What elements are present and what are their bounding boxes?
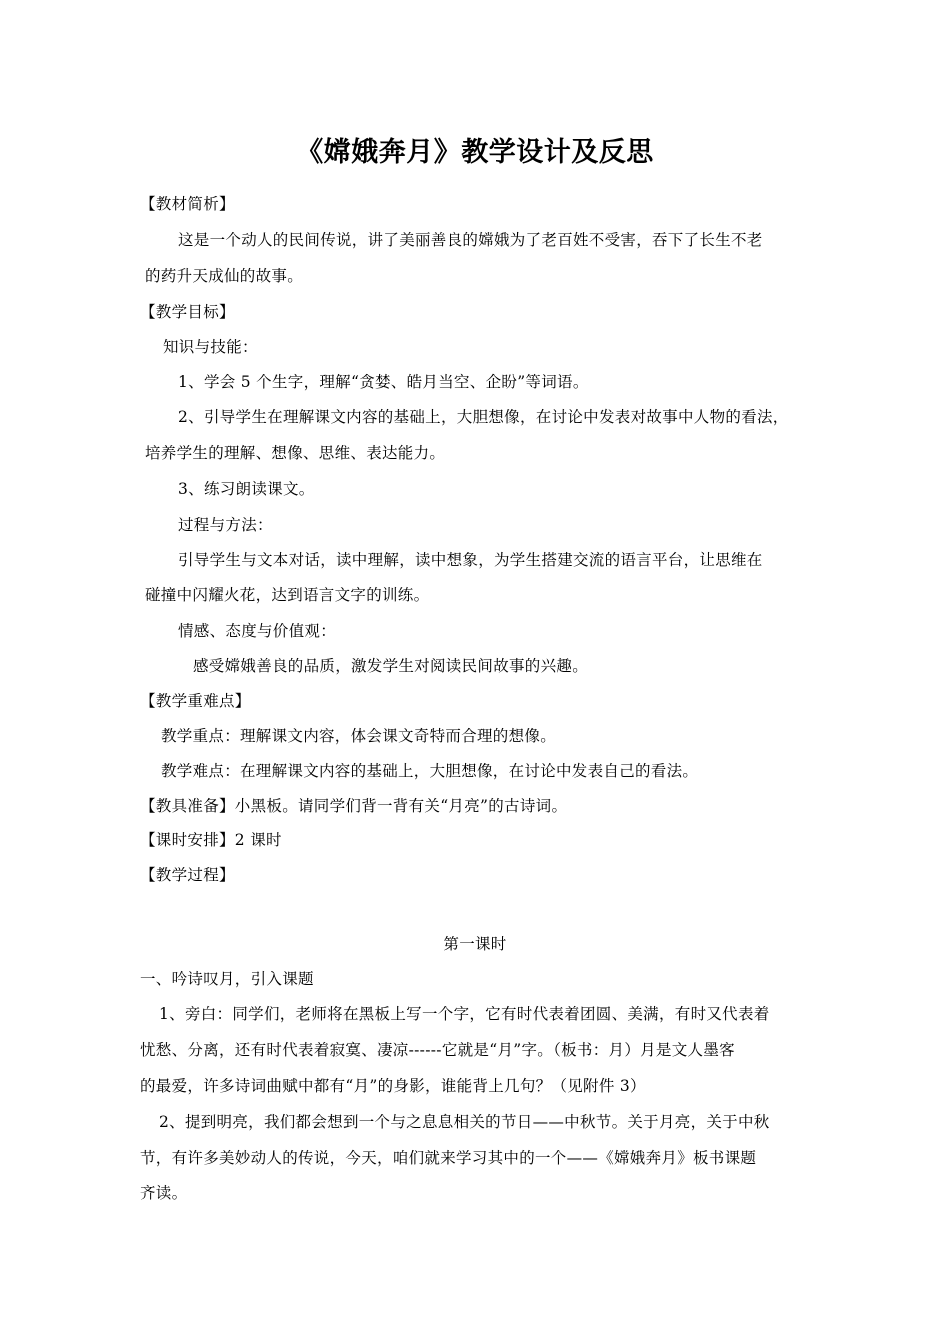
paragraph-line: 的药升天成仙的故事。 [145,267,304,285]
goal-item: 1、学会 5 个生字，理解“贪婪、皓月当空、企盼”等词语。 [178,373,589,391]
paragraph-line: 这是一个动人的民间传说，讲了美丽善良的嫦娥为了老百姓不受害，吞下了长生不老 [178,231,763,249]
paragraph-line: 感受嫦娥善良的品质，激发学生对阅读民间故事的兴趣。 [193,657,589,675]
section-heading: 一、吟诗叹月，引入课题 [140,970,314,988]
paragraph-line: 齐读。 [140,1184,188,1202]
lesson-heading: 第一课时 [443,935,507,953]
paragraph-line: 1、旁白：同学们，老师将在黑板上写一个字，它有时代表着团圆、美满，有时又代表着 [159,1005,770,1023]
paragraph-line: 2、提到明亮，我们都会想到一个与之息息相关的节日——中秋节。关于月亮，关于中秋 [159,1113,770,1131]
paragraph-line: 的最爱，许多诗词曲赋中都有“月”的身影，谁能背上几句？（见附件 3） [140,1077,646,1095]
document-title: 《嫦娥奔月》教学设计及反思 [296,137,654,168]
key-point: 教学重点：理解课文内容，体会课文奇特而合理的想像。 [161,727,557,745]
paragraph-line: 培养学生的理解、想像、思维、表达能力。 [145,444,446,462]
schedule-line: 【课时安排】2 课时 [140,831,282,849]
goal-item: 3、练习朗读课文。 [178,480,315,498]
paragraph-line: 引导学生与文本对话，读中理解，读中想象，为学生搭建交流的语言平台，让思维在 [178,551,763,569]
heading-goals: 【教学目标】 [140,303,235,321]
paragraph-line: 忧愁、分离，还有时代表着寂寞、凄凉------它就是“月”字。（板书：月）月是文人墨客 [140,1041,735,1059]
difficult-point: 教学难点：在理解课文内容的基础上，大胆想像，在讨论中发表自己的看法。 [161,762,699,780]
tools-line: 【教具准备】小黑板。请同学们背一背有关“月亮”的古诗词。 [140,797,568,815]
heading-process: 【教学过程】 [140,866,235,884]
heading-key-points: 【教学重难点】 [140,692,251,710]
heading-analysis: 【教材简析】 [140,195,235,213]
subheading-emotion: 情感、态度与价值观： [178,622,337,640]
goal-item: 2、引导学生在理解课文内容的基础上，大胆想像，在讨论中发表对故事中人物的看法， [178,408,789,426]
subheading-process: 过程与方法： [178,516,273,534]
subheading-knowledge: 知识与技能： [163,338,258,356]
paragraph-line: 节，有许多美妙动人的传说，今天，咱们就来学习其中的一个——《嫦娥奔月》板书课题 [140,1149,757,1167]
paragraph-line: 碰撞中闪耀火花，达到语言文字的训练。 [145,586,430,604]
